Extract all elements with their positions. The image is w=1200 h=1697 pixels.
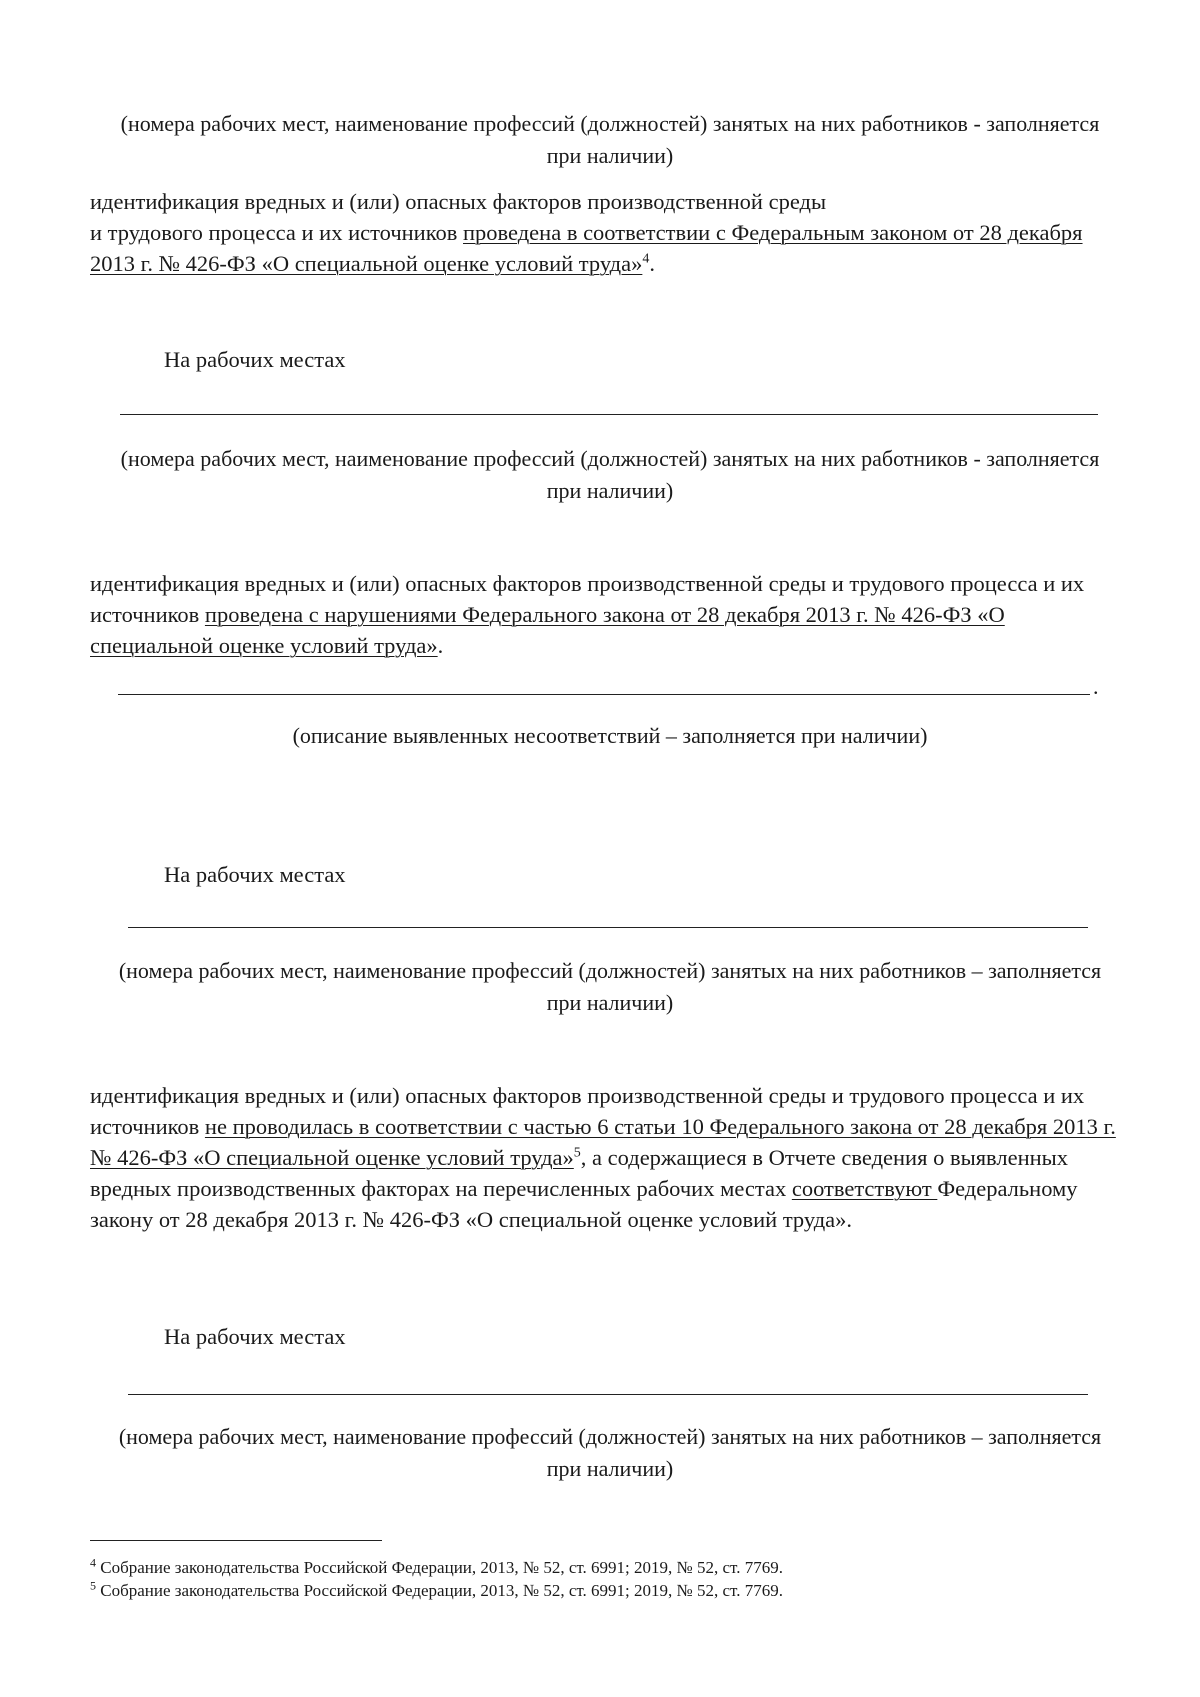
paragraph-text: идентификация вредных и (или) опасных факторов производственной среды и трудового процесса и их источников [90, 571, 1085, 627]
footnote-ref: 5 [573, 1145, 581, 1161]
footnote [90, 1580, 783, 1602]
workplaces-caption: (номера рабочих мест, наименование профессий (должностей) занятых на них работников – заполняется при наличии) [118, 1424, 1102, 1481]
underlined-statement: проведена в соответствии с Федеральным законом от 28 декабря 2013 г. № 426-ФЗ «О специальной оценке условий труда» [90, 220, 1083, 276]
footnote-number: 4 [90, 1555, 96, 1570]
footnote [90, 1557, 783, 1579]
footnote-separator [90, 1540, 382, 1541]
identification-paragraph-conforming [90, 186, 1120, 279]
footnote-text: Собрание законодательства Российской Федерации, 2013, № 52, ст. 6991; 2019, № 52, ст. 7769. [96, 1558, 783, 1577]
workplaces-label: На рабочих местах [164, 347, 346, 372]
underlined-statement: не проводилась в соответствии с частью 6 статьи 10 Федерального закона от 28 декабря 2013 г. № 426-ФЗ «О специальной оценке условий труда» [90, 1114, 1116, 1170]
paragraph-line: идентификация вредных и (или) опасных факторов производственной среды [90, 189, 827, 214]
paragraph-text: и трудового процесса и их источников [90, 220, 464, 245]
mismatch-caption: (описание выявленных несоответствий – заполняется при наличии) [292, 723, 928, 748]
paragraph-text: идентификация вредных и (или) опасных факторов производственной среды и трудового процесса и их источников [90, 1083, 1085, 1139]
paragraph-text: , а содержащиеся в Отчете сведения о выявленных вредных производственных факторах на перечисленных рабочих местах [90, 1145, 1069, 1201]
workplaces-caption: (номера рабочих мест, наименование профессий (должностей) занятых на них работников - заполняется при наличии) [120, 446, 1100, 503]
workplaces-label: На рабочих местах [164, 1324, 346, 1349]
workplaces-blank-line[interactable] [128, 927, 1088, 928]
underlined-statement: проведена с нарушениями Федерального закона от 28 декабря 2013 г. № 426-ФЗ «О специальной оценке условий труда» [90, 602, 1005, 658]
identification-paragraph-violations [90, 568, 1120, 661]
footnote-text: Собрание законодательства Российской Федерации, 2013, № 52, ст. 6991; 2019, № 52, ст. 7769. [96, 1581, 783, 1600]
mismatch-blank-line[interactable] [118, 694, 1090, 695]
paragraph-end: . [437, 633, 444, 658]
workplaces-blank-line[interactable] [128, 1394, 1088, 1395]
identification-paragraph-not-conducted [90, 1080, 1120, 1235]
workplaces-caption: (номера рабочих мест, наименование профессий (должностей) занятых на них работников - заполняется при наличии) [120, 111, 1100, 168]
line-end-period: . [1093, 674, 1099, 699]
workplaces-blank-line[interactable] [120, 414, 1098, 415]
paragraph-end: . [649, 251, 655, 276]
footnote-number: 5 [90, 1578, 96, 1593]
footnote-ref: 4 [642, 251, 650, 267]
underlined-word: соответствуют [791, 1176, 938, 1201]
workplaces-caption: (номера рабочих мест, наименование профессий (должностей) занятых на них работников – заполняется при наличии) [118, 958, 1102, 1015]
paragraph-end: Федеральному закону от 28 декабря 2013 г. № 426-ФЗ «О специальной оценке условий труда». [90, 1176, 1078, 1232]
workplaces-label: На рабочих местах [164, 862, 346, 887]
